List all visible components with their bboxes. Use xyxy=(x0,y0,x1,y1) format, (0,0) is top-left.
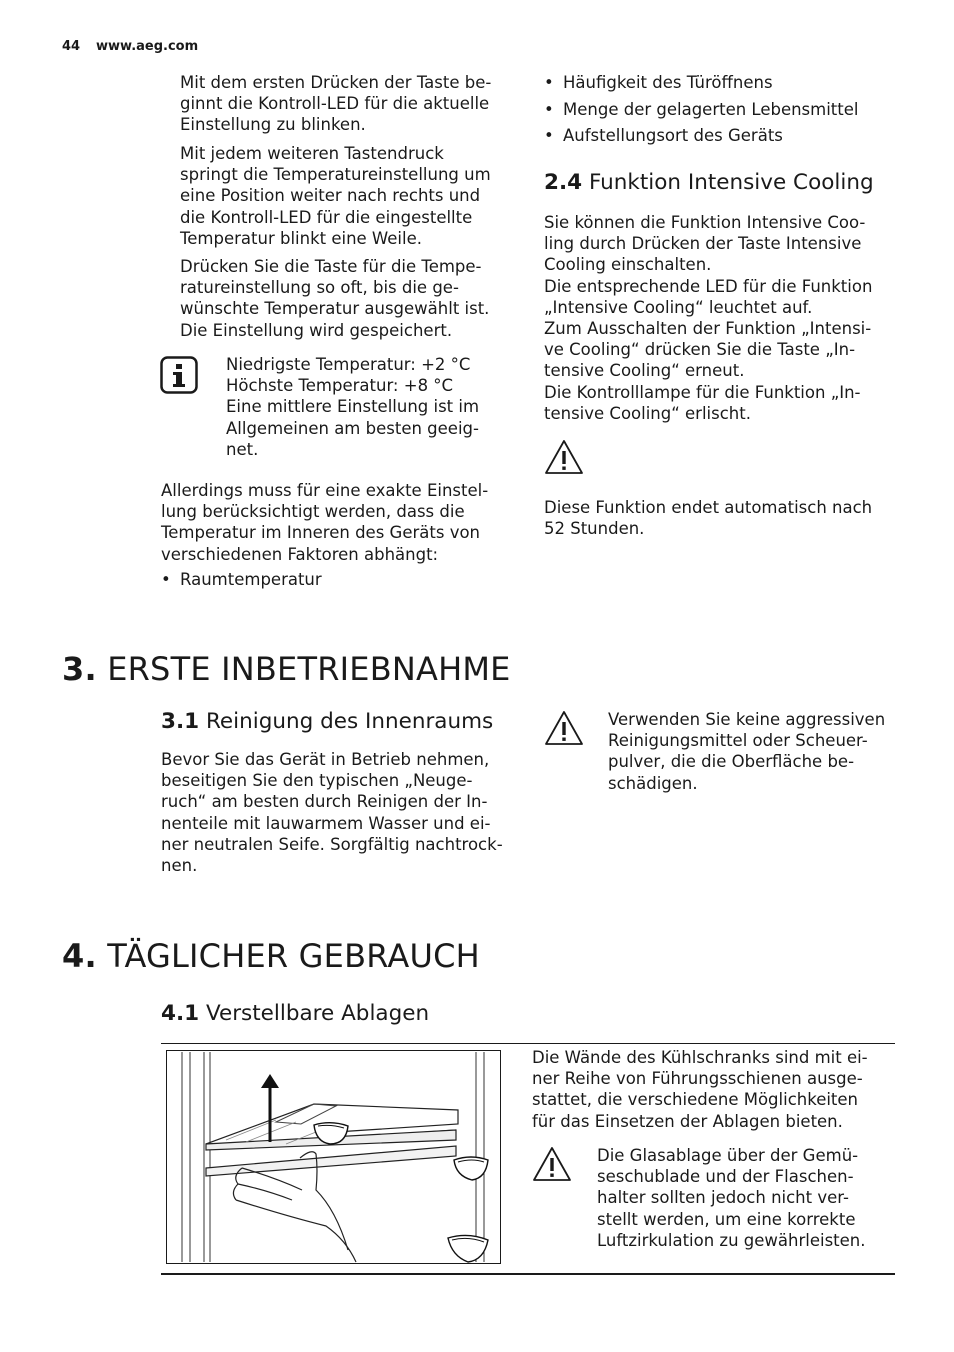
text-line: halter sollten jedoch nicht ver- xyxy=(597,1188,849,1208)
bullet-dot: • xyxy=(161,570,171,589)
info-icon xyxy=(160,356,198,394)
factor-list xyxy=(544,72,904,146)
section-number: 4.1 xyxy=(161,1001,200,1026)
text-line: Die Glasablage über der Gemü- xyxy=(597,1146,859,1165)
paragraph-factors xyxy=(161,480,521,565)
paragraph-rails xyxy=(532,1047,902,1132)
text-line: Mit dem ersten Drücken der Taste be- xyxy=(180,73,492,92)
text-line: ner Reihe von Führungsschienen ausge- xyxy=(532,1069,863,1089)
text-line: beseitigen Sie den typischen „Neuge- xyxy=(161,771,473,791)
text-line: Cooling einschalten. xyxy=(544,255,712,275)
text-line: Allerdings muss für eine exakte Einstel- xyxy=(161,481,489,500)
text-line: springt die Temperatureinstellung um xyxy=(180,165,491,185)
chapter-title: TÄGLICHER GEBRAUCH xyxy=(107,937,480,975)
list-item-text: Raumtemperatur xyxy=(180,570,322,589)
warning-text-cleaning xyxy=(608,709,908,794)
paragraph-press-button xyxy=(180,256,520,341)
list-item-text: Menge der gelagerten Lebensmittel xyxy=(563,99,859,119)
text-line: ling durch Drücken der Taste Intensive xyxy=(544,234,862,254)
section-number: 3.1 xyxy=(161,709,200,734)
text-line: nen. xyxy=(161,856,198,876)
list-item xyxy=(544,125,904,146)
text-line: Niedrigste Temperatur: +2 °C xyxy=(226,355,471,374)
text-line: Temperatur im Inneren des Geräts von xyxy=(161,523,481,543)
warning-triangle-icon xyxy=(532,1146,572,1182)
text-line: verschiedenen Faktoren abhängt: xyxy=(161,544,439,564)
text-line: Allgemeinen am besten geeig- xyxy=(226,418,479,438)
text-line: lung berücksichtigt werden, dass die xyxy=(161,502,465,522)
text-line: Temperatur blinkt eine Weile. xyxy=(180,228,422,248)
paragraph-temp-step xyxy=(180,143,520,249)
section-heading-3-1 xyxy=(161,709,493,735)
text-line: Die Wände des Kühlschranks sind mit ei- xyxy=(532,1048,868,1067)
warning-text xyxy=(544,497,914,539)
list-item-text: Häufigkeit des Türöffnens xyxy=(563,73,773,92)
text-line: seschublade und der Flaschen- xyxy=(597,1167,854,1187)
warning-triangle-icon xyxy=(544,439,584,475)
text-line: Diese Funktion endet automatisch nach xyxy=(544,498,873,517)
list-item xyxy=(544,99,904,120)
chapter-heading-3 xyxy=(62,650,511,688)
page-number: 44 xyxy=(62,39,81,54)
chapter-number: 3. xyxy=(62,650,97,688)
text-line: „Intensive Cooling“ leuchtet auf. xyxy=(544,297,813,317)
text-line: stellt werden, um eine korrekte xyxy=(597,1209,856,1229)
text-line: eine Position weiter nach rechts und xyxy=(180,186,481,206)
text-line: schädigen. xyxy=(608,773,698,793)
section-heading-2-4 xyxy=(544,170,874,196)
text-line: ginnt die Kontroll-LED für die aktuelle xyxy=(180,94,490,114)
text-line: Eine mittlere Einstellung ist im xyxy=(226,397,480,417)
text-line: wünschte Temperatur ausgewählt ist. xyxy=(180,299,490,319)
bullet-dot: • xyxy=(544,126,554,145)
paragraph-led-blink xyxy=(180,72,520,136)
section-number: 2.4 xyxy=(544,170,583,195)
text-line: stattet, die verschiedene Möglichkeiten xyxy=(532,1090,859,1110)
list-item xyxy=(544,72,904,93)
text-line: Die Kontrolllampe für die Funktion „In- xyxy=(544,382,861,402)
text-line: Einstellung zu blinken. xyxy=(180,115,366,135)
text-line: net. xyxy=(226,439,259,459)
bullet-dot: • xyxy=(544,99,554,119)
paragraph-cleaning xyxy=(161,749,521,876)
list-item-text: Aufstellungsort des Geräts xyxy=(563,126,783,145)
text-line: Verwenden Sie keine aggressiven xyxy=(608,710,886,729)
section-title: Reinigung des Innenraums xyxy=(205,709,494,734)
text-line: pulver, die die Oberfläche be- xyxy=(608,752,855,772)
text-line: Reinigungsmittel oder Scheuer- xyxy=(608,731,868,751)
warning-text-shelf xyxy=(597,1145,897,1251)
chapter-number: 4. xyxy=(62,937,97,975)
shelf-lift-illustration xyxy=(166,1050,501,1264)
text-line: ratureinstellung so oft, bis die ge- xyxy=(180,278,459,298)
text-line: ruch“ am besten durch Reinigen der In- xyxy=(161,792,488,812)
section-heading-4-1 xyxy=(161,1001,429,1027)
text-line: ner neutralen Seife. Sorgfältig nachtrock- xyxy=(161,834,503,854)
warning-triangle-icon xyxy=(544,710,584,746)
text-line: Zum Ausschalten der Funktion „Intensi- xyxy=(544,319,872,339)
text-line: Höchste Temperatur: +8 °C xyxy=(226,376,454,396)
section-title: Funktion Intensive Cooling xyxy=(588,170,874,195)
list-item xyxy=(161,569,322,590)
text-line: Mit jedem weiteren Tastendruck xyxy=(180,144,444,163)
text-line: nenteile mit lauwarmem Wasser und ei- xyxy=(161,813,491,833)
chapter-title: ERSTE INBETRIEBNAHME xyxy=(107,650,511,688)
text-line: Die Einstellung wird gespeichert. xyxy=(180,320,453,340)
text-line: für das Einsetzen der Ablagen bieten. xyxy=(532,1111,843,1131)
chapter-heading-4 xyxy=(62,937,480,975)
text-line: tensive Cooling“ erlischt. xyxy=(544,403,751,423)
section-title: Verstellbare Ablagen xyxy=(205,1001,430,1026)
bullet-dot: • xyxy=(544,73,554,92)
info-note xyxy=(226,354,516,460)
website-url: www.aeg.com xyxy=(96,39,199,54)
table-top-rule xyxy=(161,1043,895,1044)
text-line: Die entsprechende LED für die Funktion xyxy=(544,276,873,296)
table-bottom-rule xyxy=(161,1273,895,1275)
text-line: tensive Cooling“ erneut. xyxy=(544,361,745,381)
text-line: die Kontroll-LED für die eingestellte xyxy=(180,207,473,227)
text-line: Luftzirkulation zu gewährleisten. xyxy=(597,1230,866,1250)
text-line: 52 Stunden. xyxy=(544,519,645,539)
text-line: Sie können die Funktion Intensive Coo- xyxy=(544,213,866,232)
text-line: Bevor Sie das Gerät in Betrieb nehmen, xyxy=(161,750,490,769)
text-line: Drücken Sie die Taste für die Tempe- xyxy=(180,257,482,276)
paragraph-intensive-cooling xyxy=(544,212,914,424)
text-line: ve Cooling“ drücken Sie die Taste „In- xyxy=(544,340,856,360)
